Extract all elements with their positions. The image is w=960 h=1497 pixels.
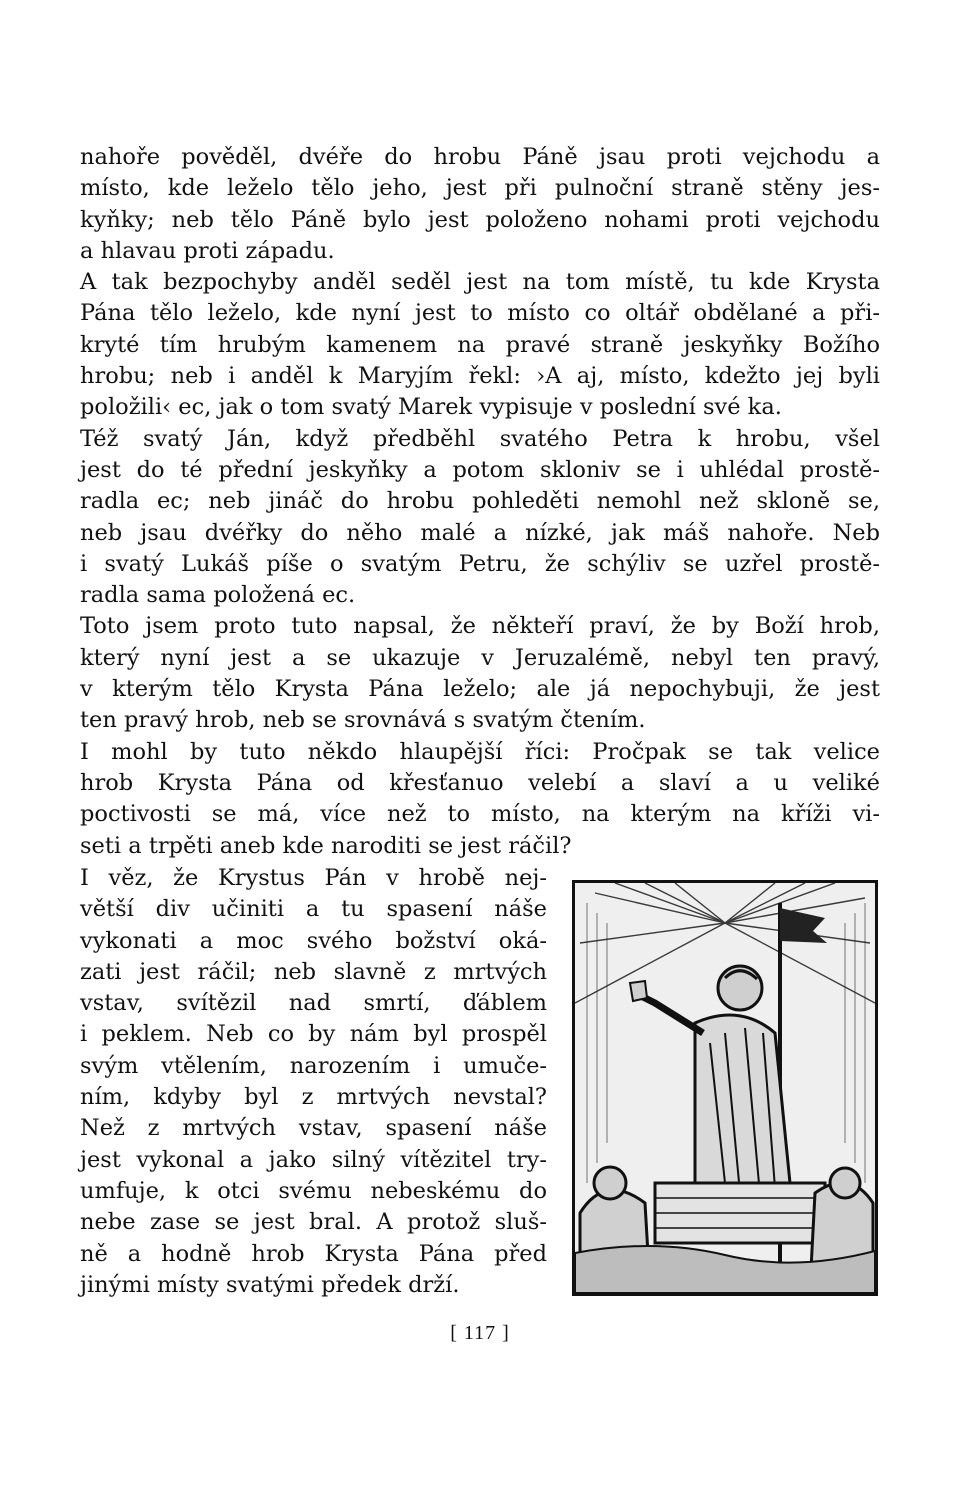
text-line: nahoře pověděl, dvéře do hrobu Páně jsau proti vejchodu a — [80, 144, 880, 170]
text-line: Též svatý Ján, když předběhl svatého Petra k hrobu, všel — [80, 425, 880, 452]
paragraph-2 — [80, 267, 880, 423]
text-line: který nyní jest a se ukazuje v Jeruzalémě, nebyl ten pravý, — [80, 644, 880, 671]
text-line: I mohl by tuto někdo hlaupější říci: Pročpak se tak velice — [80, 738, 880, 765]
text-line: zati jest ráčil; neb slavně z mrtvých — [80, 958, 547, 985]
text-line: Pána tělo leželo, kde nyní jest to místo co oltář obdělané a při- — [80, 300, 880, 327]
wrapped-paragraph — [80, 863, 547, 1301]
page-number: [ 117 ] — [450, 1322, 510, 1344]
text-line: větší div učiniti a tu spasení náše — [80, 896, 547, 923]
text-line: ten pravý hrob, neb se srovnává s svatým čtením. — [80, 707, 646, 734]
paragraph-1 — [80, 142, 880, 267]
text-line: svým vtělením, narozením i umuče- — [80, 1052, 547, 1079]
text-line: neb jsau dvéřky do něho malé a nízké, jak máš nahoře. Neb — [80, 519, 880, 546]
text-line: místo, kde leželo tělo jeho, jest při pulnoční straně stěny jes- — [80, 175, 880, 202]
text-line: jinými místy svatými předek drží. — [80, 1271, 460, 1298]
resurrection-woodcut-illustration — [572, 880, 878, 1296]
text-line: kryté tím hrubým kamenem na pravé straně jeskyňky Božího — [80, 331, 880, 358]
text-line: položili‹ ec, jak o tom svatý Marek vypisuje v poslední své ka. — [80, 394, 782, 421]
text-line: A tak bezpochyby anděl seděl jest na tom místě, tu kde Krysta — [80, 269, 880, 296]
paragraph-3 — [80, 424, 880, 612]
text-line: poctivosti se má, více než to místo, na kterým na kříži vi- — [80, 801, 880, 828]
paragraph-5 — [80, 737, 880, 862]
woodcut-image — [575, 883, 875, 1293]
text-line: radla ec; neb jináč do hrobu pohleděti nemohl než skloně se, — [80, 488, 880, 515]
body-text — [80, 142, 880, 862]
text-line: hrob Krysta Pána od křesťanuo velebí a slaví a u veliké — [80, 769, 880, 796]
text-line: v kterým tělo Krysta Pána leželo; ale já nepochybuji, že jest — [80, 676, 880, 703]
text-line: I věz, že Krystus Pán v hrobě nej- — [80, 865, 547, 891]
text-line: hrobu; neb i anděl k Maryjím řekl: ›A aj, místo, kdežto jej byli — [80, 363, 880, 390]
text-line: Toto jsem proto tuto napsal, že někteří praví, že by Boží hrob, — [80, 613, 880, 640]
text-line: jest do té přední jeskyňky a potom skloniv se i uhlédal prostě- — [80, 456, 880, 483]
text-line: a hlavau proti západu. — [80, 237, 335, 264]
text-line: vykonati a moc svého božství oká- — [80, 927, 547, 954]
text-line: radla sama položená ec. — [80, 582, 356, 609]
text-line: Než z mrtvých vstav, spasení náše — [80, 1115, 547, 1142]
text-line: i peklem. Neb co by nám byl prospěl — [80, 1021, 547, 1048]
text-line: nebe zase se jest bral. A protož sluš- — [80, 1209, 547, 1236]
text-line: umfuje, k otci svému nebeskému do — [80, 1177, 547, 1204]
text-line: kyňky; neb tělo Páně bylo jest položeno nohami proti vejchodu — [80, 206, 880, 233]
text-line: vstav, svítězil nad smrtí, ďáblem — [80, 990, 547, 1017]
text-line: ně a hodně hrob Krysta Pána před — [80, 1240, 547, 1267]
text-line: seti a trpěti aneb kde naroditi se jest ráčil? — [80, 832, 572, 859]
paragraph-4 — [80, 611, 880, 736]
text-line: ním, kdyby byl z mrtvých nevstal? — [80, 1084, 547, 1111]
text-line: jest vykonal a jako silný vítězitel try- — [80, 1146, 547, 1173]
text-line: i svatý Lukáš píše o svatým Petru, že schýliv se uzřel prostě- — [80, 550, 880, 577]
